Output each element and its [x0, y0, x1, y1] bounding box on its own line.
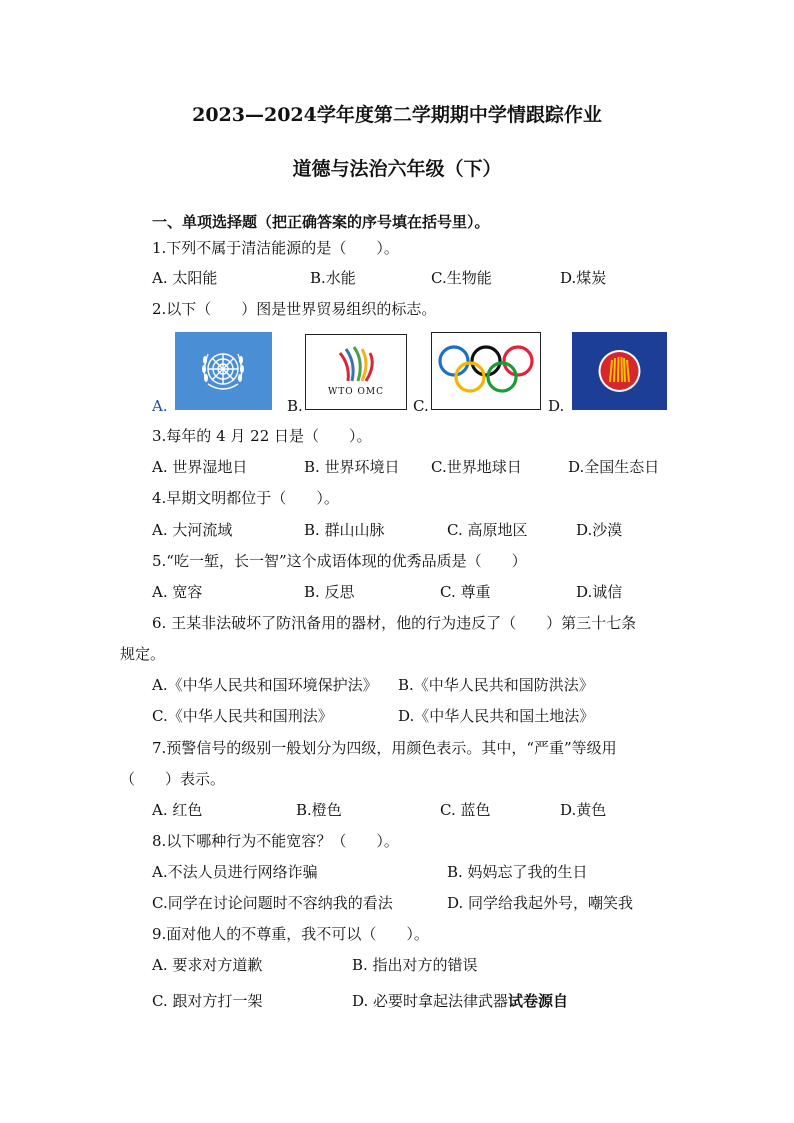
- q3-option-d: D.全国生态日: [568, 458, 660, 476]
- question-3: 3.每年的 4 月 22 日是（ ）。: [152, 427, 372, 445]
- question-2: 2.以下（ ）图是世界贸易组织的标志。: [152, 300, 437, 318]
- q6-option-d: D.《中华人民共和国土地法》: [398, 707, 595, 725]
- q4-option-b: B. 群山山脉: [304, 521, 385, 539]
- wto-logo-image: [305, 334, 407, 410]
- question-7-continued: （ ）表示。: [120, 770, 226, 788]
- q7-option-d: D.黄色: [560, 801, 607, 819]
- question-9: 9.面对他人的不尊重，我不可以（ ）。: [152, 925, 429, 943]
- asean-flag-image: [572, 332, 667, 410]
- un-flag-image: [175, 332, 272, 410]
- q2-option-c: C.: [413, 397, 429, 415]
- question-7: 7.预警信号的级别一般划分为四级，用颜色表示。其中，“严重”等级用: [152, 739, 617, 757]
- asean-emblem-icon: [572, 332, 667, 410]
- q4-option-a: A. 大河流域: [152, 521, 233, 539]
- olympic-rings-icon: [432, 333, 540, 409]
- q4-option-c: C. 高原地区: [447, 521, 528, 539]
- q8-option-c: C.同学在讨论问题时不容纳我的看法: [152, 894, 393, 912]
- q6-option-b: B.《中华人民共和国防洪法》: [398, 676, 594, 694]
- wto-logo-icon: [306, 335, 406, 409]
- page-subtitle: 道德与法治六年级（下）: [292, 158, 502, 180]
- q5-option-a: A. 宽容: [152, 583, 203, 601]
- q8-option-d: D. 同学给我起外号，嘲笑我: [447, 894, 634, 912]
- q2-option-a: A.: [152, 397, 168, 415]
- q7-option-c: C. 蓝色: [440, 801, 491, 819]
- q3-option-b: B. 世界环境日: [304, 458, 400, 476]
- question-1: 1.下列不属于清洁能源的是（ ）。: [152, 239, 399, 257]
- q7-option-b: B.橙色: [296, 801, 342, 819]
- q2-option-b: B.: [287, 397, 303, 415]
- q9-option-b: B. 指出对方的错误: [352, 956, 478, 974]
- q8-option-a: A.不法人员进行网络诈骗: [152, 863, 318, 881]
- q3-option-a: A. 世界湿地日: [152, 458, 248, 476]
- section-heading: 一、单项选择题（把正确答案的序号填在括号里）。: [152, 213, 490, 231]
- wto-logo-text: WTO OMC: [328, 387, 384, 397]
- q9-option-c: C. 跟对方打一架: [152, 992, 263, 1010]
- q1-option-b: B.水能: [310, 269, 356, 287]
- olympic-rings-image: [431, 332, 541, 410]
- q8-option-b: B. 妈妈忘了我的生日: [447, 863, 588, 881]
- q4-option-d: D.沙漠: [576, 521, 623, 539]
- question-6: 6. 王某非法破坏了防汛备用的器材，他的行为违反了（ ）第三十七条: [152, 614, 637, 632]
- q6-option-a: A.《中华人民共和国环境保护法》: [152, 676, 378, 694]
- question-4: 4.早期文明都位于（ ）。: [152, 489, 339, 507]
- q9-option-d: [352, 991, 568, 1011]
- question-6-continued: 规定。: [120, 645, 166, 663]
- q5-option-c: C. 尊重: [440, 583, 491, 601]
- un-emblem-icon: [175, 332, 272, 410]
- q9-option-a: A. 要求对方道歉: [152, 956, 263, 974]
- q5-option-d: D.诚信: [576, 583, 623, 601]
- q5-option-b: B. 反思: [304, 583, 355, 601]
- q2-option-d: D.: [548, 397, 565, 415]
- q1-option-d: D.煤炭: [560, 269, 607, 287]
- q7-option-a: A. 红色: [152, 801, 203, 819]
- q1-option-c: C.生物能: [431, 269, 492, 287]
- q1-option-a: A. 太阳能: [152, 269, 218, 287]
- question-5: 5.“吃一堑，长一智”这个成语体现的优秀品质是（ ）: [152, 552, 527, 570]
- question-8: 8.以下哪种行为不能宽容？（ ）。: [152, 832, 399, 850]
- q3-option-c: C.世界地球日: [431, 458, 522, 476]
- q6-option-c: C.《中华人民共和国刑法》: [152, 707, 333, 725]
- watermark-text: 试卷源自: [508, 992, 569, 1010]
- page-title: 2023—2024学年度第二学期期中学情跟踪作业: [192, 104, 602, 126]
- q9-option-d-text: D. 必要时拿起法律武器: [352, 992, 509, 1010]
